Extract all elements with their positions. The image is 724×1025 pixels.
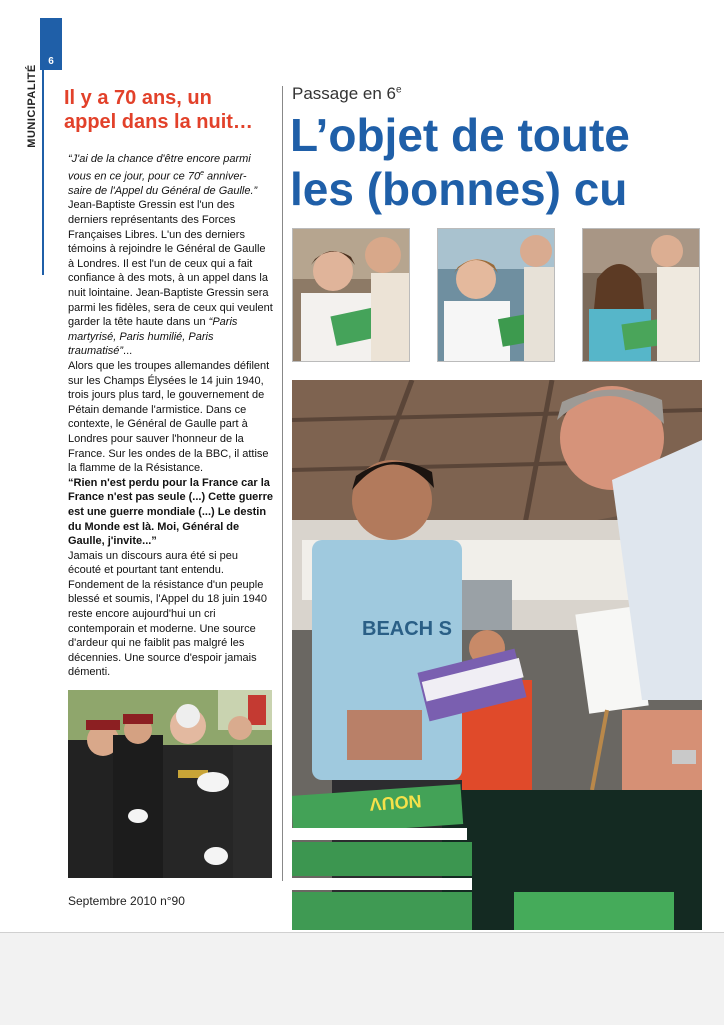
paragraph-1 xyxy=(68,198,273,359)
section-label-wrap xyxy=(22,60,42,160)
shirt-print: BEACH S xyxy=(362,618,453,640)
left-title-line-1: Il y a 70 ans, un xyxy=(64,87,212,109)
book-title: NOUV xyxy=(368,790,423,815)
quote-sup: e xyxy=(200,169,204,177)
column-divider xyxy=(282,86,283,881)
right-title-line-1: L’objet de toute xyxy=(290,109,630,161)
page-edge xyxy=(702,380,724,930)
section-rule xyxy=(42,70,44,275)
main-photo xyxy=(292,380,702,930)
kicker-sup: e xyxy=(395,84,402,96)
de-gaulle-quote: “Rien n'est perdu pour la France car la France n'est pas seule (...) Cette guerre est une guerre mondiale (...) Le destin du Monde est là. Moi, Général de Gaulle, j'invite...” xyxy=(68,476,273,548)
quote-line-2b: anniver- xyxy=(204,170,247,183)
quote-line-2: vous en ce jour, pour ce 70 xyxy=(68,170,201,183)
kicker-text: Passage en 6 xyxy=(292,84,396,103)
para1-quote: “Paris martyrisé, Paris humilié, Paris traumatisé” xyxy=(68,316,238,358)
opening-quote xyxy=(68,152,273,198)
para1-text: Jean-Baptiste Gressin est l'un des derniers représentants des Forces Françaises Libres. L'un des derniers témoins à rejoindre le Général de Gaulle à Londres. Il est l'un de ceux qui a fait confiance à des mots, à un appel dans la nuit lointaine. Jean-Baptiste Gressin sera parmi les fidèles, sera de ceux qui veulent garder la tête haute dans un xyxy=(68,199,273,329)
section-label: MUNICIPALITÉ xyxy=(26,64,38,148)
left-article-title xyxy=(64,86,274,134)
page-footer: Septembre 2010 n°90 xyxy=(68,894,185,908)
left-article-body xyxy=(68,152,273,680)
paragraph-3: Jamais un discours aura été si peu écouté et pourtant tant entendu. Fondement de la résistance d'un peuple blessé et soumis, l'Appel du 18 juin 1940 reste encore aujourd'hui un cri contemporain et moderne. Une source d'ardeur qui ne faiblit pas malgré les décennies. Une source d'espoir jamais démenti. xyxy=(68,549,268,679)
veterans-photo xyxy=(68,690,272,878)
right-article-title xyxy=(290,108,630,216)
thumb-photo-1 xyxy=(292,228,410,362)
para1-end: ... xyxy=(123,345,133,358)
thumb-photo-3 xyxy=(582,228,700,362)
page-number: 6 xyxy=(48,56,54,67)
quote-line-1: “J'ai de la chance d'être encore parmi xyxy=(68,153,251,165)
paragraph-2: Alors que les troupes allemandes défilent sur les Champs Élysées le 14 juin 1940, trois jours plus tard, le gouvernement de Pétain demande l'armistice. Dans ce contexte, le Général de Gaulle part à Londres pour sauver l'honneur de la France. Sur les ondes de la BBC, il attise la flamme de la Résistance. xyxy=(68,359,270,475)
right-kicker xyxy=(292,84,402,104)
thumb-photo-2 xyxy=(437,228,555,362)
page-number-tab xyxy=(40,18,62,70)
right-title-line-2: les (bonnes) cu xyxy=(290,163,628,215)
scan-background xyxy=(0,932,724,1025)
quote-line-3: saire de l'Appel du Général de Gaulle.” xyxy=(68,184,258,197)
left-title-line-2: appel dans la nuit… xyxy=(64,111,253,133)
